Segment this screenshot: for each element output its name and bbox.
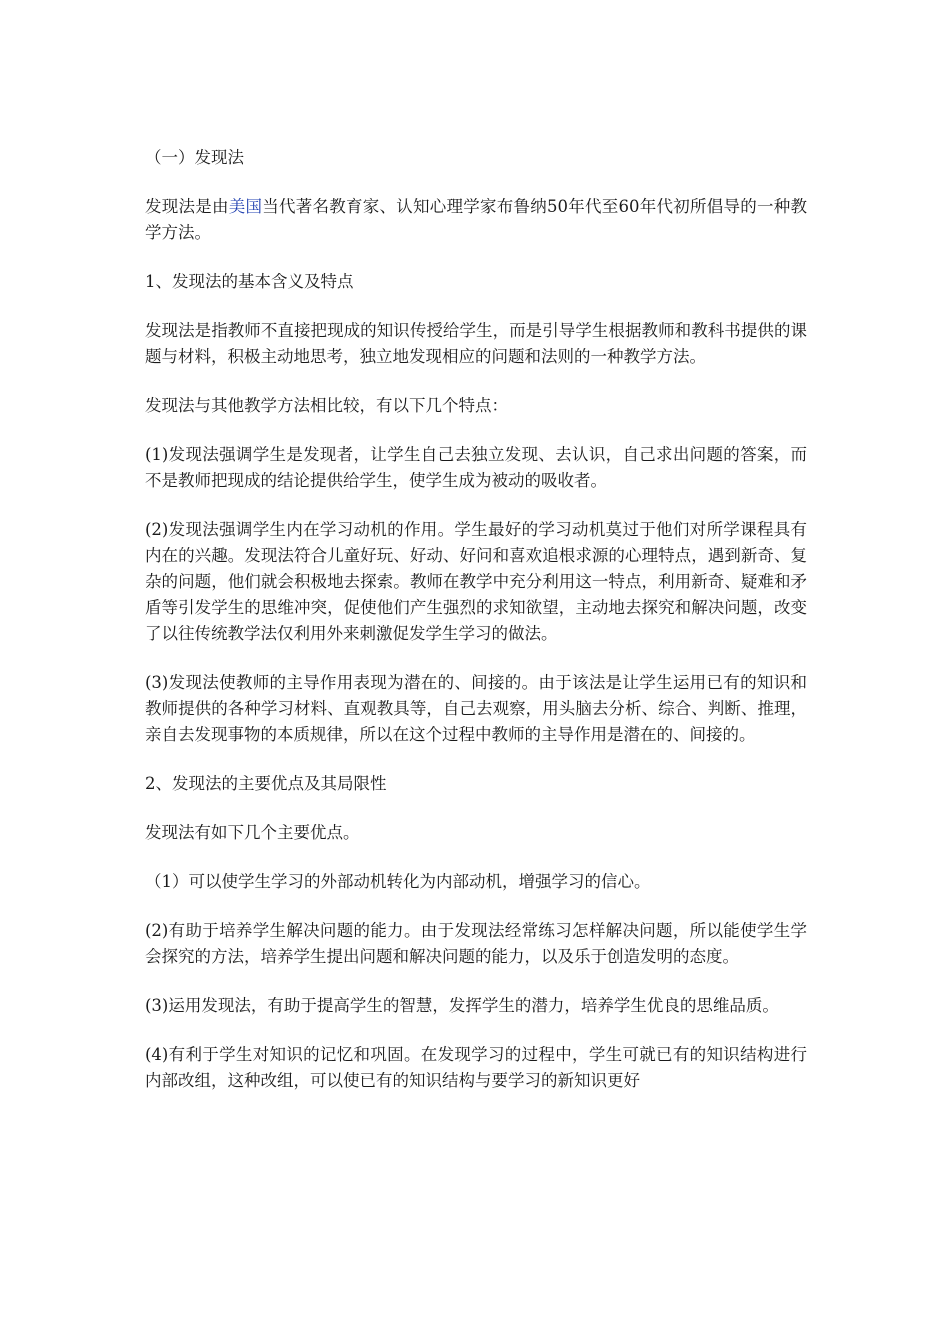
feature-paragraph-2: (2)发现法强调学生内在学习动机的作用。学生最好的学习动机莫过于他们对所学课程具有内在的兴趣。发现法符合儿童好玩、好动、好问和喜欢追根求源的心理特点，遇到新奇、复杂的问题，他们就会积极地去探索。教师在教学中充分利用这一特点，利用新奇、疑难和矛盾等引发学生的思维冲突，促使他们产生强烈的求知欲望，主动地去探究和解决问题，改变了以往传统教学法仅利用外来刺激促发学生学习的做法。 (145, 520, 807, 643)
section2-intro: 发现法有如下几个主要优点。 (145, 823, 360, 842)
feature-paragraph-1: (1)发现法强调学生是发现者，让学生自己去独立发现、去认识，自己求出问题的答案，而不是教师把现成的结论提供给学生，使学生成为被动的吸收者。 (145, 445, 807, 490)
section1-definition: 发现法是指教师不直接把现成的知识传授给学生，而是引导学生根据教师和教科书提供的课题与材料，积极主动地思考，独立地发现相应的问题和法则的一种教学方法。 (145, 321, 807, 366)
advantage-paragraph-3: (3)运用发现法，有助于提高学生的智慧，发挥学生的潜力，培养学生优良的思维品质。 (145, 996, 779, 1015)
feature-paragraph-3: (3)发现法使教师的主导作用表现为潜在的、间接的。由于该法是让学生运用已有的知识和教师提供的各种学习材料、直观教具等，自己去观察，用头脑去分析、综合、判断、推理，亲自去发现事物的本质规律，所以在这个过程中教师的主导作用是潜在的、间接的。 (145, 673, 807, 744)
advantage-paragraph-1: （1）可以使学生学习的外部动机转化为内部动机，增强学习的信心。 (145, 872, 651, 891)
intro-text-start: 发现法是由 (145, 197, 229, 216)
intro-paragraph (145, 194, 807, 246)
intro-text-end: 当代著名教育家、认知心理学家布鲁纳50年代至60年代初所倡导的一种教学方法。 (145, 197, 807, 242)
section1-compare: 发现法与其他教学方法相比较，有以下几个特点： (145, 396, 508, 415)
advantage-paragraph-4: (4)有利于学生对知识的记忆和巩固。在发现学习的过程中，学生可就已有的知识结构进行内部改组，这种改组，可以使已有的知识结构与要学习的新知识更好 (145, 1045, 807, 1090)
section1-title: 1、发现法的基本含义及特点 (145, 272, 354, 291)
section2-title: 2、发现法的主要优点及其局限性 (145, 774, 387, 793)
link-usa[interactable]: 美国 (228, 197, 263, 216)
advantage-paragraph-2: (2)有助于培养学生解决问题的能力。由于发现法经常练习怎样解决问题，所以能使学生学会探究的方法，培养学生提出问题和解决问题的能力，以及乐于创造发明的态度。 (145, 921, 807, 966)
document-body (145, 145, 807, 1117)
section-heading: （一）发现法 (145, 148, 244, 167)
